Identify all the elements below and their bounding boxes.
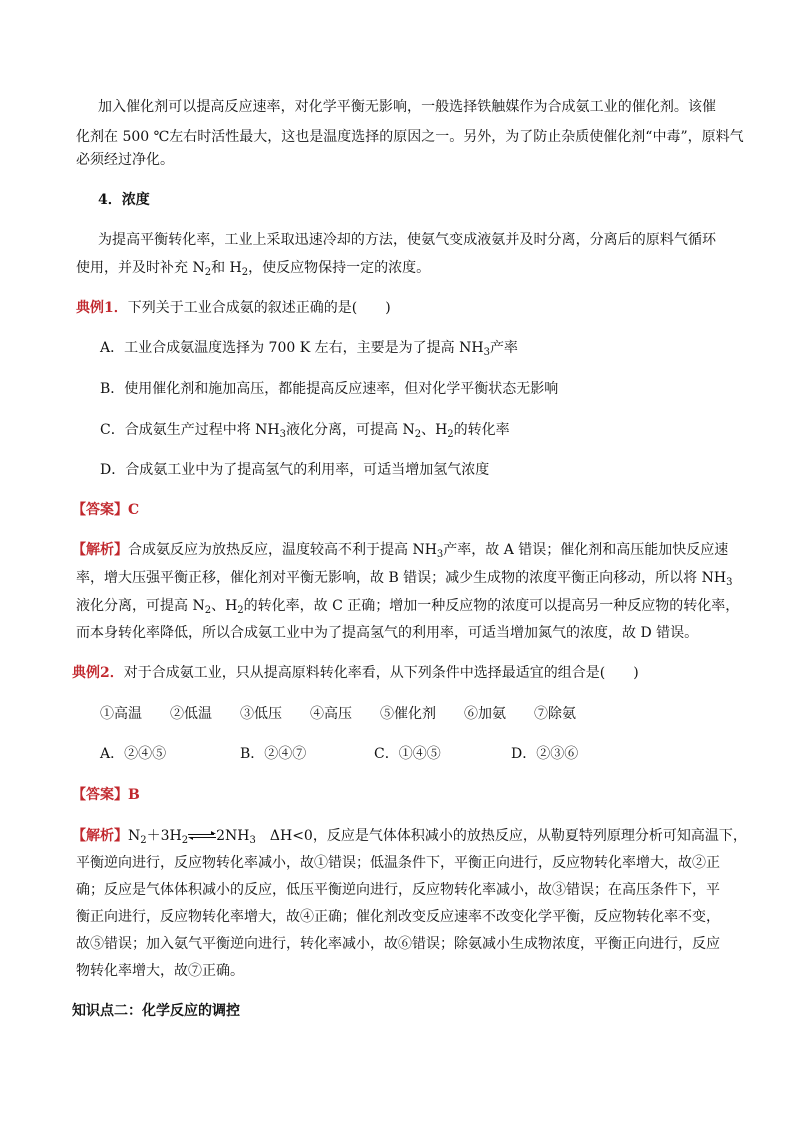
option-item: A．②④⑤ bbox=[100, 746, 167, 762]
equilibrium-arrow-icon bbox=[188, 831, 216, 841]
condition-item: ①高温 bbox=[100, 706, 142, 722]
example-1-analysis-line-2: 率，增大压强平衡正移，催化剂对平衡无影响，故 B 错误；减少生成物的浓度平衡正向移动，所以将 $NH_3$ bbox=[76, 570, 733, 588]
option-item: D．②③⑥ bbox=[511, 746, 579, 762]
example-1-analysis-line-4: 而本身转化率降低，所以合成氨工业中为了提高氢气的利用率，可适当增加氮气的浓度，故 D 错误。 bbox=[76, 625, 699, 641]
knowledge-point-2-heading: 知识点二：化学反应的调控 bbox=[72, 1003, 240, 1019]
example-2-answer: 【答案】B bbox=[72, 787, 140, 803]
example-1-analysis-line-3: 液化分离，可提高 $N_2$、$H_2$的转化率，故 C 正确；增加一种反应物的浓度可以提高另一种反应物的转化率， bbox=[76, 598, 740, 616]
example-2-analysis-line-1: 【解析】$N_2+3H_2$ $2NH_3$ ΔH<0，反应是气体体积减小的放热反应，从勒夏特列原理分析可知高温下， bbox=[72, 828, 747, 846]
example-2-analysis-line-4: 衡正向进行，反应物转化率增大，故④正确；催化剂改变反应速率不改变化学平衡，反应物转化率不变， bbox=[76, 909, 720, 925]
example-1-analysis-label: 【解析】 bbox=[72, 542, 128, 558]
example-2-analysis-label: 【解析】 bbox=[72, 828, 128, 844]
example-2-question: 典例2．对于合成氨工业，只从提高原料转化率看，从下列条件中选择最适宜的组合是( ) bbox=[72, 665, 639, 681]
example-1-question: 典例1．下列关于工业合成氨的叙述正确的是( ) bbox=[76, 300, 391, 316]
condition-item: ③低压 bbox=[240, 706, 282, 722]
example-2-analysis-line-5: 故⑤错误；加入氨气平衡逆向进行，转化率减小，故⑥错误；除氨减小生成物浓度，平衡正向进行，反应 bbox=[76, 936, 720, 952]
example-2-analysis-line-3: 确；反应是气体体积减小的反应，低压平衡逆向进行，反应物转化率减小，故③错误；在高压条件下，平 bbox=[76, 882, 720, 898]
condition-item: ⑥加氨 bbox=[464, 706, 506, 722]
example-1-label: 典例1． bbox=[76, 300, 128, 316]
example-1-answer: 【答案】C bbox=[72, 502, 140, 518]
example-2-label: 典例2． bbox=[72, 665, 124, 681]
paragraph-catalyst-line-2: 化剂在 500 ℃左右时活性最大，这也是温度选择的原因之一。另外，为了防止杂质使催化剂“中毒”，原料气 bbox=[76, 129, 744, 145]
example-1-option-a: A．工业合成氨温度选择为 700 K 左右，主要是为了提高 $NH_3$产率 bbox=[100, 340, 518, 358]
condition-item: ②低温 bbox=[170, 706, 212, 722]
paragraph-concentration-line-2: 使用，并及时补充 $N_2$和 $H_2$，使反应物保持一定的浓度。 bbox=[76, 260, 431, 278]
example-1-option-d: D．合成氨工业中为了提高氢气的利用率，可适当增加氢气浓度 bbox=[100, 462, 490, 478]
section-heading-concentration: 4．浓度 bbox=[98, 192, 150, 208]
example-2-analysis-line-6: 物转化率增大，故⑦正确。 bbox=[76, 963, 244, 979]
paragraph-catalyst-line-1: 加入催化剂可以提高反应速率，对化学平衡无影响，一般选择铁触媒作为合成氨工业的催化剂。该催 bbox=[98, 99, 716, 115]
condition-item: ⑤催化剂 bbox=[380, 706, 436, 722]
paragraph-catalyst-line-3: 必须经过净化。 bbox=[76, 152, 174, 168]
example-2-analysis-line-2: 平衡逆向进行，反应物转化率减小，故①错误；低温条件下，平衡正向进行，反应物转化率增大，故②正 bbox=[76, 855, 720, 871]
condition-item: ④高压 bbox=[310, 706, 352, 722]
option-item: C．①④⑤ bbox=[374, 746, 441, 762]
example-1-option-b: B．使用催化剂和施加高压，都能提高反应速率，但对化学平衡状态无影响 bbox=[100, 381, 559, 397]
paragraph-concentration-line-1: 为提高平衡转化率，工业上采取迅速冷却的方法，使氨气变成液氨并及时分离，分离后的原料气循环 bbox=[98, 232, 716, 248]
condition-item: ⑦除氨 bbox=[534, 706, 576, 722]
example-1-option-c: C．合成氨生产过程中将 $NH_3$液化分离，可提高 $N_2$、$H_2$的转化率 bbox=[100, 422, 510, 440]
example-1-analysis-line-1: 【解析】合成氨反应为放热反应，温度较高不利于提高 $NH_3$产率，故 A 错误；催化剂和高压能加快反应速 bbox=[72, 542, 729, 560]
option-item: B．②④⑦ bbox=[240, 746, 307, 762]
